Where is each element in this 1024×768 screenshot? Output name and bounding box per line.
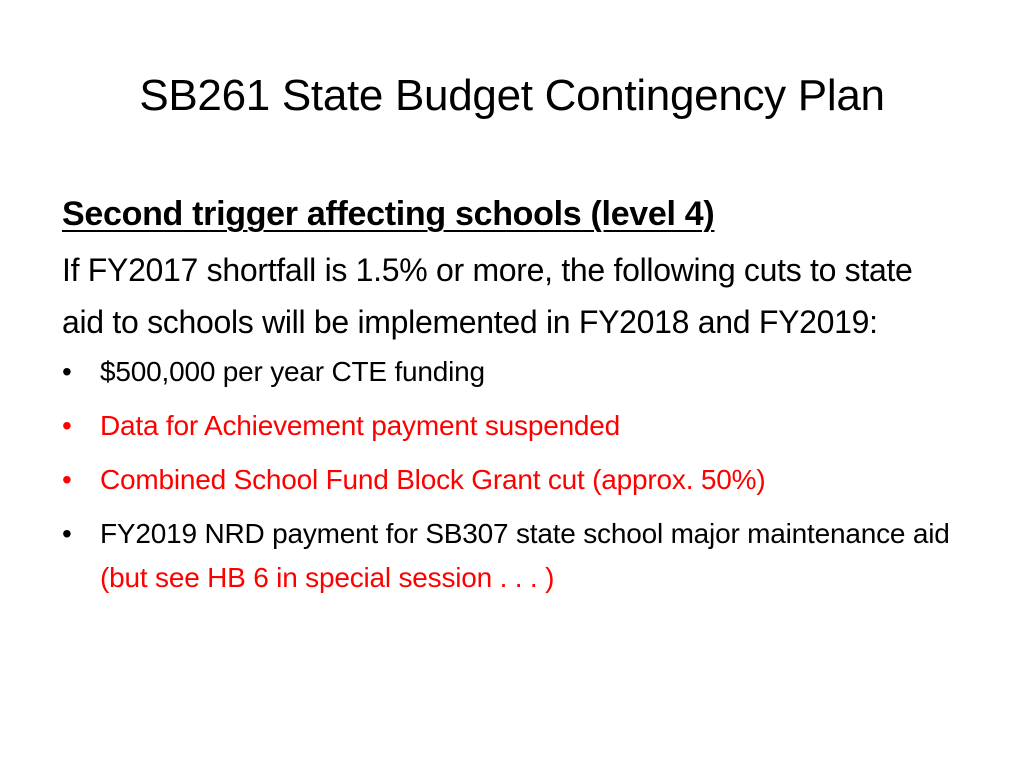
bullet-list: [62, 350, 962, 600]
bullet-icon: •: [62, 518, 72, 549]
section-subheading: Second trigger affecting schools (level 4): [62, 195, 715, 233]
slide-content: [62, 188, 962, 610]
bullet-icon: •: [62, 410, 72, 441]
bullet-note: (but see HB 6 in special session . . . ): [100, 562, 555, 593]
bullet-item-block-grant: [62, 458, 962, 502]
intro-paragraph: If FY2017 shortfall is 1.5% or more, the following cuts to state aid to schools will be implemented in FY2018 and FY2019:: [62, 252, 913, 340]
bullet-icon: •: [62, 464, 72, 495]
bullet-icon: •: [62, 356, 72, 387]
bullet-text: Data for Achievement payment suspended: [100, 410, 621, 441]
bullet-item-cte-funding: [62, 350, 962, 394]
bullet-text: FY2019 NRD payment for SB307 state school major maintenance aid: [100, 518, 950, 549]
slide-title: SB261 State Budget Contingency Plan: [139, 71, 885, 120]
bullet-item-nrd-payment: [62, 512, 962, 600]
bullet-text: Combined School Fund Block Grant cut (approx. 50%): [100, 464, 766, 495]
bullet-item-data-for-achievement: [62, 404, 962, 448]
bullet-text: $500,000 per year CTE funding: [100, 356, 485, 387]
